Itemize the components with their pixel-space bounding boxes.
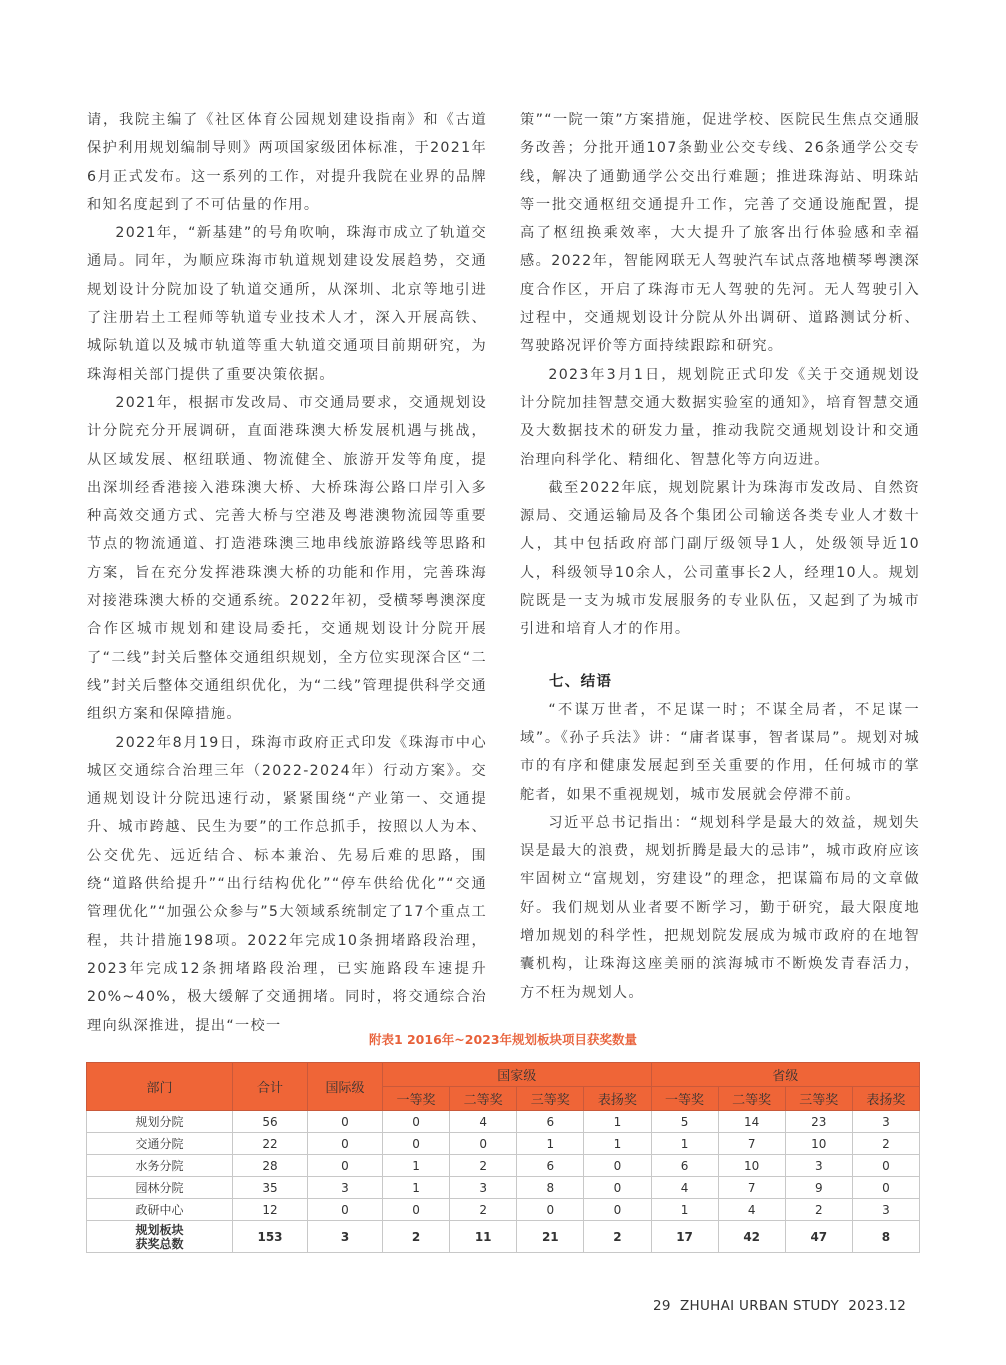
value-cell: 0 [450, 1133, 517, 1155]
value-cell: 0 [308, 1199, 383, 1221]
total-label-cell [87, 1221, 233, 1253]
total-label-line2: 获奖总数 [135, 1236, 184, 1251]
value-cell: 1 [383, 1177, 450, 1199]
value-cell: 4 [450, 1111, 517, 1133]
value-cell: 8 [517, 1177, 584, 1199]
value-cell: 1 [383, 1155, 450, 1177]
awards-table [86, 1062, 920, 1253]
total-value-cell: 42 [718, 1221, 785, 1253]
paragraph: 2021年，根据市发改局、市交通局要求，交通规划设计分院充分开展调研，直面港珠澳大桥发展机遇与挑战，从区域发展、枢纽联通、物流健全、旅游开发等角度，提出深圳经香港接入港珠澳大桥、大桥珠海公路口岸引入多种高效交通方式、完善大桥与空港及粤港澳物流园等重要节点的物流通道、打造港珠澳三地串线旅游路线等思路和方案，旨在充分发挥港珠澳大桥的功能和作用，完善珠海对接港珠澳大桥的交通系统。2022年初，受横琴粤澳深度合作区城市规划和建设局委托，交通规划设计分院开展了“二线”封关后整体交通组织规划，全方位实现深合区“二线”封关后整体交通组织优化，为“二线”管理提供科学交通组织方案和保障措施。 [87, 394, 487, 723]
dept-cell: 水务分院 [87, 1155, 233, 1177]
total-value-cell: 47 [785, 1221, 852, 1253]
header-national-commendation: 表扬奖 [584, 1087, 651, 1111]
value-cell: 12 [233, 1199, 308, 1221]
value-cell: 4 [718, 1199, 785, 1221]
total-value-cell: 153 [233, 1221, 308, 1253]
table-row [87, 1133, 920, 1155]
dept-cell: 规划分院 [87, 1111, 233, 1133]
total-value-cell: 3 [308, 1221, 383, 1253]
total-value-cell: 8 [852, 1221, 919, 1253]
table-header-row [87, 1063, 920, 1087]
header-total: 合计 [233, 1063, 308, 1111]
header-national-first: 一等奖 [383, 1087, 450, 1111]
paragraph: 2021年，“新基建”的号角吹响，珠海市成立了轨道交通局。同年，为顺应珠海市轨道规划建设发展趋势，交通规划设计分院加设了轨道交通所，从深圳、北京等地引进了注册岩土工程师等轨道专业技术人才，深入开展高铁、城际轨道以及城市轨道等重大轨道交通项目前期研究，为珠海相关部门提供了重要决策依据。 [87, 225, 487, 383]
value-cell: 0 [308, 1111, 383, 1133]
paragraph: 2023年3月1日，规划院正式印发《关于交通规划设计分院加挂智慧交通大数据实验室的通知》，培育智慧交通及大数据技术的研发力量，推动我院交通规划设计和交通治理向科学化、精细化、智慧化等方向迈进。 [520, 366, 920, 468]
value-cell: 2 [852, 1133, 919, 1155]
value-cell: 6 [651, 1155, 718, 1177]
header-provincial-commendation: 表扬奖 [852, 1087, 919, 1111]
paragraph: 策”“一院一策”方案措施，促进学校、医院民生焦点交通服务改善；分批开通107条勤业公交专线、26条通学公交专线，解决了通勤通学公交出行难题；推进珠海站、明珠站等一批交通枢纽交通提升工作，完善了交通设施配置，提高了枢纽换乘效率，大大提升了旅客出行体验感和幸福感。2022年，智能网联无人驾驶汽车试点落地横琴粤澳深度合作区，开启了珠海市无人驾驶的先河。无人驾驶引入过程中，交通规划设计分院从外出调研、道路测试分析、驾驶路况评价等方面持续跟踪和研究。 [520, 112, 920, 355]
value-cell: 6 [517, 1111, 584, 1133]
value-cell: 0 [852, 1177, 919, 1199]
value-cell: 6 [517, 1155, 584, 1177]
value-cell: 0 [383, 1111, 450, 1133]
value-cell: 35 [233, 1177, 308, 1199]
page-number: 29 [653, 1298, 671, 1314]
section-heading: 七、结语 [549, 673, 613, 690]
dept-cell: 园林分院 [87, 1177, 233, 1199]
value-cell: 3 [852, 1111, 919, 1133]
paragraph: 请，我院主编了《社区体育公园规划建设指南》和《古道保护利用规划编制导则》两项国家级团体标准，于2021年6月正式发布。这一系列的工作，对提升我院在业界的品牌和知名度起到了不可估量的作用。 [87, 112, 487, 213]
value-cell: 2 [785, 1199, 852, 1221]
table-row [87, 1111, 920, 1133]
value-cell: 1 [651, 1133, 718, 1155]
journal-name: ZHUHAI URBAN STUDY [679, 1298, 840, 1314]
header-national-third: 三等奖 [517, 1087, 584, 1111]
header-provincial-second: 二等奖 [718, 1087, 785, 1111]
value-cell: 10 [718, 1155, 785, 1177]
paragraph: “不谋万世者，不足谋一时；不谋全局者，不足谋一域”。《孙子兵法》讲：“庸者谋事，智者谋局”。规划对城市的有序和健康发展起到至关重要的作用，任何城市的掌舵者，如果不重视规划，城市发展就会停滞不前。 [520, 701, 920, 803]
value-cell: 3 [852, 1199, 919, 1221]
table-caption: 附表1 2016年~2023年规划板块项目获奖数量 [368, 1032, 638, 1047]
value-cell: 0 [584, 1199, 651, 1221]
value-cell: 23 [785, 1111, 852, 1133]
total-value-cell: 17 [651, 1221, 718, 1253]
value-cell: 56 [233, 1111, 308, 1133]
dept-cell: 政研中心 [87, 1199, 233, 1221]
table-row [87, 1199, 920, 1221]
header-provincial-first: 一等奖 [651, 1087, 718, 1111]
value-cell: 1 [517, 1133, 584, 1155]
value-cell: 22 [233, 1133, 308, 1155]
paragraph: 截至2022年底，规划院累计为珠海市发改局、自然资源局、交通运输局及各个集团公司输送各类专业人才数十人，其中包括政府部门副厅级领导1人，处级领导近10人，科级领导10余人，公司董事长2人，经理10人。规划院既是一支为城市发展服务的专业队伍，又起到了为城市引进和培育人才的作用。 [520, 479, 920, 638]
value-cell: 0 [517, 1199, 584, 1221]
value-cell: 5 [651, 1111, 718, 1133]
value-cell: 1 [651, 1199, 718, 1221]
value-cell: 2 [450, 1199, 517, 1221]
dept-cell: 交通分院 [87, 1133, 233, 1155]
value-cell: 3 [308, 1177, 383, 1199]
value-cell: 0 [852, 1155, 919, 1177]
value-cell: 0 [308, 1155, 383, 1177]
value-cell: 9 [785, 1177, 852, 1199]
total-label-line1: 规划板块 [135, 1222, 184, 1237]
value-cell: 28 [233, 1155, 308, 1177]
value-cell: 4 [651, 1177, 718, 1199]
value-cell: 0 [383, 1133, 450, 1155]
value-cell: 0 [308, 1133, 383, 1155]
paragraph: 习近平总书记指出：“规划科学是最大的效益，规划失误是最大的浪费，规划折腾是最大的忌讳”，城市政府应该牢固树立“富规划，穷建设”的理念，把谋篇布局的文章做好。我们规划从业者要不断学习，勤于研究，最大限度地增加规划的科学性，把规划院发展成为城市政府的在地智囊机构，让珠海这座美丽的滨海城市不断焕发青春活力，方不枉为规划人。 [520, 814, 920, 1001]
value-cell: 0 [584, 1155, 651, 1177]
header-international: 国际级 [308, 1063, 383, 1111]
value-cell: 10 [785, 1133, 852, 1155]
header-national: 国家级 [383, 1063, 652, 1087]
paragraph: 2022年8月19日，珠海市政府正式印发《珠海市中心城区交通综合治理三年（2022-2024年）行动方案》。交通规划设计分院迅速行动，紧紧围绕“产业第一、交通提升、城市跨越、民生为要”的工作总抓手，按照以人为本、公交优先、远近结合、标本兼治、先易后难的思路，围绕“道路供给提升”“出行结构优化”“停车供给优化”“交通管理优化”“加强公众参与”5大领域系统制定了17个重点工程，共计措施198项。2022年完成10条拥堵路段治理，2023年完成12条拥堵路段治理，已实施路段车速提升20%~40%，极大缓解了交通拥堵。同时，将交通综合治理向纵深推进，提出“一校一 [87, 734, 487, 1034]
value-cell: 2 [450, 1155, 517, 1177]
value-cell: 7 [718, 1133, 785, 1155]
value-cell: 0 [383, 1199, 450, 1221]
total-value-cell: 21 [517, 1221, 584, 1253]
header-provincial-third: 三等奖 [785, 1087, 852, 1111]
issue-date: 2023.12 [848, 1298, 907, 1314]
page-footer [653, 1298, 906, 1314]
value-cell: 1 [584, 1111, 651, 1133]
total-value-cell: 2 [584, 1221, 651, 1253]
header-dept: 部门 [87, 1063, 233, 1111]
right-text-column [520, 106, 920, 1007]
value-cell: 14 [718, 1111, 785, 1133]
value-cell: 3 [450, 1177, 517, 1199]
value-cell: 0 [584, 1177, 651, 1199]
total-value-cell: 2 [383, 1221, 450, 1253]
table-row [87, 1177, 920, 1199]
total-value-cell: 11 [450, 1221, 517, 1253]
value-cell: 3 [785, 1155, 852, 1177]
header-provincial: 省级 [651, 1063, 920, 1087]
value-cell: 7 [718, 1177, 785, 1199]
value-cell: 1 [584, 1133, 651, 1155]
header-national-second: 二等奖 [450, 1087, 517, 1111]
left-text-column [87, 106, 487, 1040]
table-row [87, 1155, 920, 1177]
total-row [87, 1221, 920, 1253]
